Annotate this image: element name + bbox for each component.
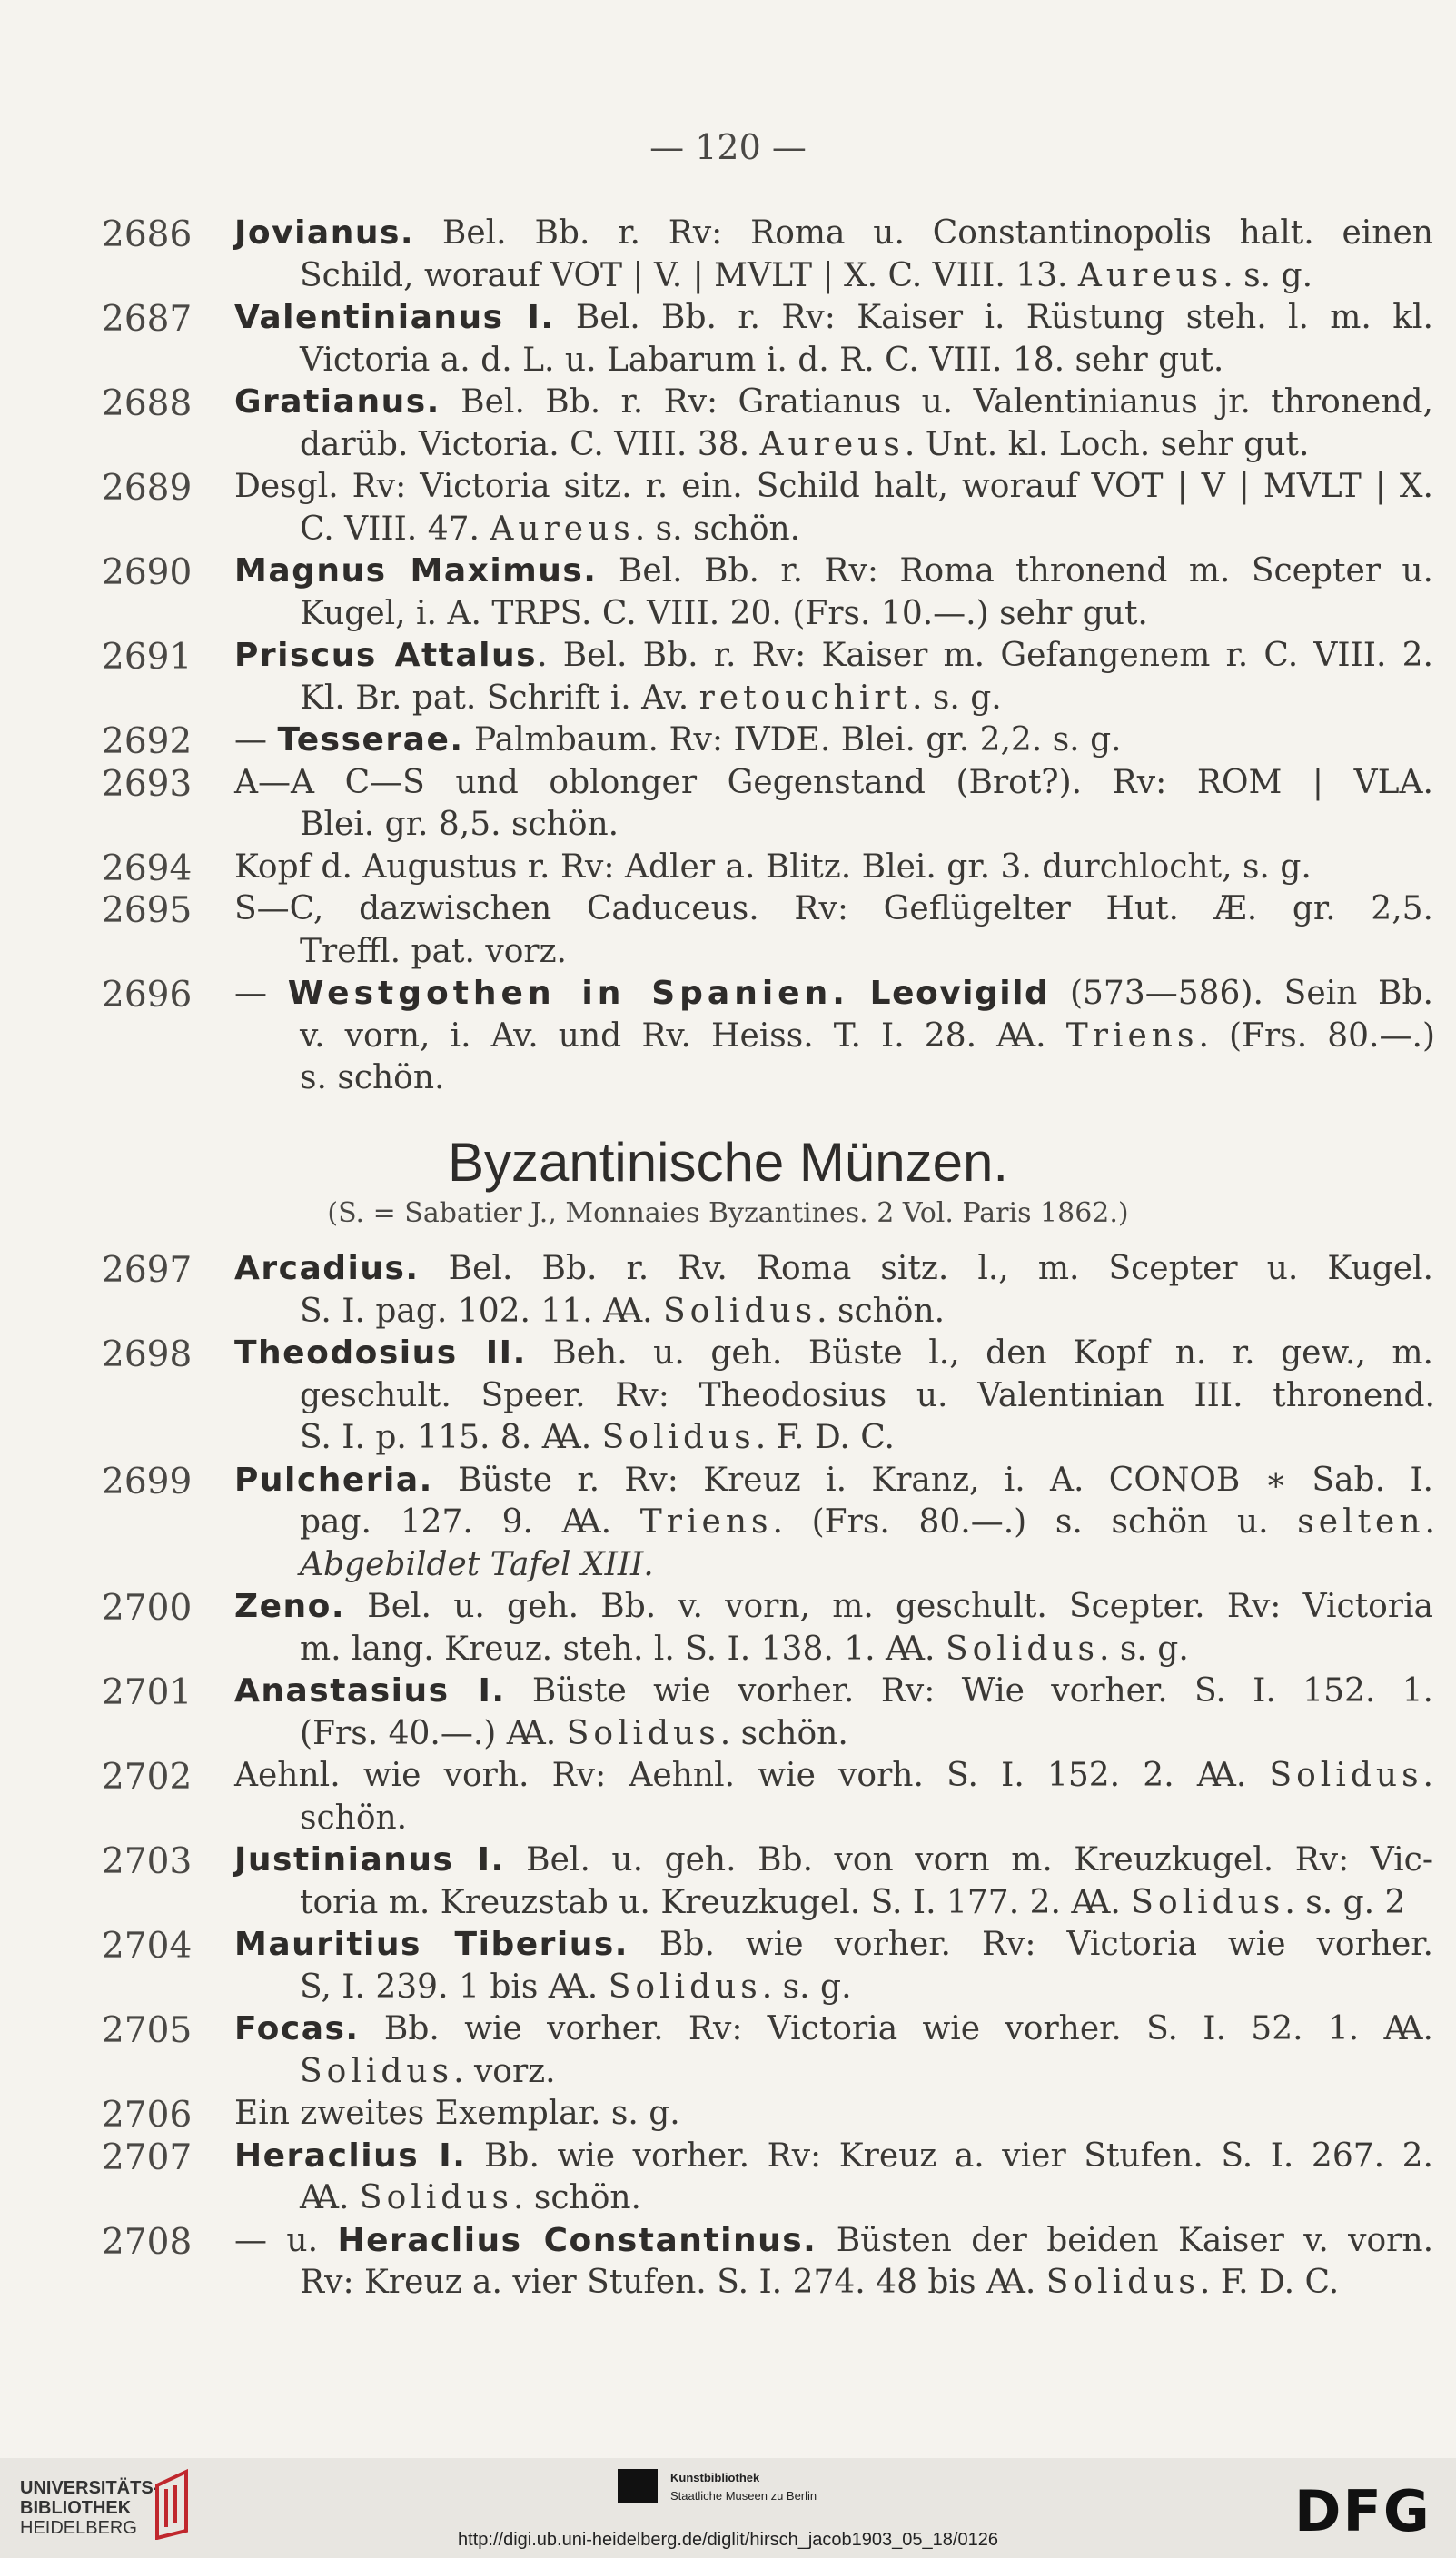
- entry-text: Ein zweites Exemplar. s. g.: [234, 2095, 680, 2132]
- entry-continuation-line: [300, 1631, 1435, 1668]
- lot-number: 2702: [102, 1757, 193, 1798]
- entry-text: . Bel. Bb. r. Rv: Kaiser m. Gefangenem r. C. VIII. 2.: [537, 637, 1433, 674]
- lot-number: 2707: [102, 2137, 193, 2178]
- ruler-name: Jovianus.: [234, 214, 415, 252]
- entry-continuation-line: [300, 2053, 1435, 2090]
- lot-number: 2694: [102, 848, 193, 889]
- entry-continuation-line: [300, 511, 1435, 548]
- entry-text: — u.: [234, 2221, 338, 2259]
- entry-text: S. I. p. 115. 8. Ꜳ.: [300, 1419, 602, 1456]
- entry-text: Aehnl. wie vorh. Rv: Aehnl. wie vorh. S. I. 152. 2. Ꜳ.: [234, 1757, 1270, 1794]
- entry-text: C. VIII. 47.: [300, 510, 490, 548]
- entry-text: Aureus: [759, 425, 905, 463]
- entry-first-line: [234, 890, 1433, 927]
- ruler-name: Leovigild: [869, 975, 1050, 1012]
- lot-number: 2703: [102, 1841, 193, 1882]
- entry-text: A—A C—S und oblonger Gegenstand (Brot?). Rv: ROM | VLA.: [234, 763, 1433, 801]
- entry-continuation-line: [300, 2179, 1435, 2216]
- entry-text: v. vorn, i. Av. und Rv. Heiss. T. I. 28. Ꜳ.: [300, 1016, 1066, 1055]
- entry-text: Palmbaum. Rv: IVDE. Blei. gr. 2,2. s. g.: [463, 721, 1122, 758]
- entry-text: Beh. u. geh. Büste l., den Kopf n. r. gew., m.: [526, 1334, 1433, 1372]
- entry-text: Solidus: [608, 1968, 762, 2006]
- entry-text: . s. g.: [1223, 256, 1313, 294]
- entry-text: Bel. Bb. r. Rv. Roma sitz. l., m. Scepter u. Kugel.: [419, 1250, 1433, 1287]
- kb-line2: Staatliche Museen zu Berlin: [670, 2489, 817, 2503]
- entry-text: .: [1422, 1757, 1433, 1794]
- entry-continuation-line: [300, 1377, 1435, 1414]
- ruler-name: Arcadius.: [234, 1250, 420, 1287]
- entry-text: Ꜳ.: [300, 2179, 360, 2216]
- entry-text: Solidus: [1269, 1757, 1423, 1794]
- entry-first-line: [234, 848, 1433, 886]
- entry-text: Kl. Br. pat. Schrift i. Av.: [300, 679, 699, 717]
- entry-text: [849, 975, 870, 1012]
- entry-text: . schön.: [512, 2179, 641, 2216]
- entry-first-line: [234, 2222, 1433, 2259]
- entry-text: Desgl. Rv: Victoria sitz. r. ein. Schild halt, worauf VOT | V | MVLT | X.: [234, 468, 1433, 505]
- entry-continuation-line: [300, 342, 1435, 379]
- entry-text: . Unt. kl. Loch. sehr gut.: [904, 425, 1310, 463]
- entry-continuation-line: [300, 595, 1435, 632]
- ub-logo-line1: UNIVERSITÄTS-: [20, 2478, 160, 2498]
- entry-continuation-line: [300, 679, 1435, 717]
- entry-text: Bb. wie vorher. Rv: Kreuz a. vier Stufen. S. I. 267. 2.: [466, 2137, 1433, 2175]
- lot-number: 2686: [102, 214, 193, 255]
- ruler-name: Tesserae.: [277, 721, 464, 758]
- entry-text: —: [234, 975, 288, 1012]
- entry-first-line: [234, 637, 1433, 674]
- lot-number: 2692: [102, 721, 193, 762]
- entry-text: . s. g.: [912, 679, 1002, 717]
- entry-first-line: [234, 214, 1433, 252]
- entry-first-line: [234, 2095, 1433, 2132]
- entry-text: Bel. Bb. r. Rv: Roma thronend m. Scepter u.: [597, 552, 1433, 590]
- ruler-name: Valentinianus I.: [234, 299, 555, 336]
- lot-number: 2693: [102, 763, 193, 805]
- entry-text: (Frs. 40.—.) Ꜳ.: [300, 1714, 567, 1752]
- lot-number: 2687: [102, 299, 193, 340]
- entry-text: Blei. gr. 8,5. schön.: [300, 806, 619, 843]
- entry-first-line: [234, 2137, 1433, 2175]
- entry-text: S, I. 239. 1 bis Ꜳ.: [300, 1968, 609, 2006]
- entry-continuation-line: [300, 1800, 1435, 1837]
- entry-first-line: [234, 1757, 1433, 1794]
- entry-text: —: [234, 721, 278, 758]
- ub-logo-line3: HEIDELBERG: [20, 2518, 137, 2538]
- entry-text: Triens: [639, 1503, 773, 1541]
- lot-number: 2705: [102, 2010, 193, 2051]
- entry-text: Büste r. Rv: Kreuz i. Kranz, i. A. CONOB ∗ Sab. I.: [432, 1461, 1433, 1499]
- ruler-name: Priscus Attalus: [234, 637, 538, 674]
- entry-first-line: [234, 1334, 1433, 1372]
- entry-continuation-line: [300, 426, 1435, 463]
- entry-text: Aureus: [490, 510, 635, 548]
- source-url[interactable]: http://digi.ub.uni-heidelberg.de/diglit/hirsch_jacob1903_05_18/0126: [458, 2530, 998, 2550]
- entry-first-line: [234, 1462, 1433, 1499]
- page-number: — 120 —: [649, 127, 807, 167]
- section-title: Byzantinische Münzen.: [448, 1132, 1008, 1193]
- entry-text: S—C, dazwischen Caduceus. Rv: Geflügelter Hut. Æ. gr. 2,5.: [234, 890, 1433, 927]
- entry-text: Bel. u. geh. Bb. v. vorn, m. geschult. Scepter. Rv: Victoria: [345, 1588, 1433, 1625]
- entry-continuation-line: [300, 1546, 1435, 1583]
- entry-text: toria m. Kreuzstab u. Kreuzkugel. S. I. 177. 2. Ꜳ.: [300, 1883, 1132, 1921]
- entry-first-line: [234, 1588, 1433, 1625]
- entry-text: Bb. wie vorher. Rv: Victoria wie vorher.: [628, 1926, 1433, 1963]
- entry-continuation-line: [300, 1419, 1435, 1456]
- entry-text: . s. g. 2: [1284, 1883, 1406, 1921]
- ruler-name: Zeno.: [234, 1588, 346, 1625]
- ruler-name: Westgothen in Spanien.: [287, 975, 849, 1012]
- entry-text: . (Frs. 80.—.) s. schön u.: [772, 1503, 1298, 1541]
- entry-first-line: [234, 1672, 1433, 1710]
- entry-first-line: [234, 552, 1433, 590]
- lot-number: 2689: [102, 468, 193, 509]
- section-subtitle: (S. = Sabatier J., Monnaies Byzantines. 2 Vol. Paris 1862.): [327, 1197, 1129, 1229]
- ruler-name: Justinianus I.: [234, 1841, 505, 1879]
- ruler-name: Theodosius II.: [234, 1334, 527, 1372]
- entry-first-line: [234, 468, 1433, 505]
- entry-first-line: [234, 1250, 1433, 1287]
- entry-text: Victoria a. d. L. u. Labarum i. d. R. C. VIII. 18. sehr gut.: [300, 341, 1224, 379]
- entry-text: . F. D. C.: [1199, 2264, 1340, 2301]
- entry-text: Abgebildet Tafel XIII.: [300, 1545, 654, 1583]
- entry-text: . s. g.: [761, 1968, 852, 2006]
- entry-text: Bel. Bb. r. Rv: Gratianus u. Valentinianus jr. thronend,: [440, 383, 1433, 421]
- kb-line1: Kunstbibliothek: [670, 2471, 760, 2484]
- entry-continuation-line: [300, 806, 1435, 843]
- entry-continuation-line: [300, 1293, 1435, 1330]
- entry-text: . s. schön.: [634, 510, 801, 548]
- entry-text: Aureus: [1077, 256, 1223, 294]
- lot-number: 2688: [102, 383, 193, 424]
- kunstbibliothek-mark-icon: [618, 2469, 658, 2503]
- entry-text: Solidus: [566, 1714, 720, 1752]
- entry-first-line: [234, 1841, 1433, 1879]
- entry-text: Bel. u. geh. Bb. von vorn m. Kreuzkugel. Rv: Vic-: [504, 1841, 1433, 1879]
- entry-continuation-line: [300, 1968, 1435, 2006]
- ub-emblem-icon: [150, 2467, 204, 2540]
- entry-continuation-line: [300, 257, 1435, 294]
- dfg-logo: DFG: [1294, 2478, 1431, 2544]
- entry-continuation-line: [300, 933, 1435, 970]
- lot-number: 2691: [102, 637, 193, 678]
- entry-text: . schön.: [719, 1714, 848, 1752]
- entry-continuation-line: [300, 1059, 1435, 1096]
- entry-text: Büste wie vorher. Rv: Wie vorher. S. I. 152. 1.: [505, 1672, 1434, 1710]
- lot-number: 2696: [102, 975, 193, 1016]
- lot-number: 2698: [102, 1334, 193, 1375]
- entry-text: Bel. Bb. r. Rv: Kaiser i. Rüstung steh. l. m. kl.: [554, 299, 1433, 336]
- entry-continuation-line: [300, 1503, 1435, 1541]
- entry-text: S. I. pag. 102. 11. Ꜳ.: [300, 1292, 664, 1330]
- entry-text: . schön.: [817, 1292, 946, 1330]
- entry-text: Solidus: [945, 1630, 1100, 1668]
- entry-text: Kopf d. Augustus r. Rv: Adler a. Blitz. Blei. gr. 3. durchlocht, s. g.: [234, 848, 1312, 886]
- entry-text: Rv: Kreuz a. vier Stufen. S. I. 274. 48 bis Ꜳ.: [300, 2264, 1046, 2301]
- entry-text: retouchirt: [698, 679, 913, 717]
- lot-number: 2700: [102, 1588, 193, 1629]
- entry-text: Solidus: [300, 2052, 454, 2090]
- entry-text: Kugel, i. A. TRPS. C. VIII. 20. (Frs. 10.—.) sehr gut.: [300, 594, 1148, 632]
- entry-text: darüb. Victoria. C. VIII. 38.: [300, 425, 760, 463]
- entry-text: Solidus: [1045, 2264, 1200, 2301]
- entry-text: selten: [1297, 1503, 1425, 1541]
- ruler-name: Heraclius I.: [234, 2137, 467, 2175]
- entry-first-line: [234, 299, 1433, 336]
- entry-text: s. schön.: [300, 1059, 445, 1096]
- entry-first-line: [234, 1926, 1433, 1963]
- entry-text: Triens: [1065, 1016, 1199, 1055]
- entry-text: Bb. wie vorher. Rv: Victoria wie vorher. S. I. 52. 1. Ꜳ.: [359, 2010, 1433, 2047]
- entry-continuation-line: [300, 1017, 1435, 1055]
- ruler-name: Anastasius I.: [234, 1672, 506, 1710]
- entry-text: m. lang. Kreuz. steh. l. S. I. 138. 1. Ꜳ.: [300, 1630, 946, 1668]
- ruler-name: Gratianus.: [234, 383, 441, 421]
- entry-text: Solidus: [601, 1419, 756, 1456]
- entry-continuation-line: [300, 1715, 1435, 1752]
- entry-text: . s. g.: [1099, 1630, 1189, 1668]
- entry-text: . (Frs. 80.—.): [1198, 1016, 1435, 1055]
- entry-text: Solidus: [663, 1292, 817, 1330]
- ruler-name: Focas.: [234, 2010, 360, 2047]
- lot-number: 2701: [102, 1672, 193, 1713]
- ruler-name: Magnus Maximus.: [234, 552, 598, 590]
- entry-continuation-line: [300, 1884, 1435, 1921]
- entry-first-line: [234, 975, 1433, 1012]
- entry-text: Treffl. pat. vorz.: [300, 932, 567, 970]
- entry-text: geschult. Speer. Rv: Theodosius u. Valentinian III. thronend.: [300, 1376, 1435, 1414]
- entry-first-line: [234, 383, 1433, 421]
- entry-text: Solidus: [1131, 1883, 1285, 1921]
- entry-text: . vorz.: [453, 2052, 556, 2090]
- entry-first-line: [234, 721, 1433, 758]
- entry-text: . F. D. C.: [755, 1419, 896, 1456]
- lot-number: 2699: [102, 1461, 193, 1502]
- entry-text: .: [1424, 1503, 1435, 1541]
- entry-first-line: [234, 2010, 1433, 2047]
- ub-logo-line2: BIBLIOTHEK: [20, 2498, 132, 2518]
- ruler-name: Pulcheria.: [234, 1461, 433, 1499]
- entry-text: Bel. Bb. r. Rv: Roma u. Constantinopolis halt. einen: [414, 214, 1433, 252]
- entry-text: (573—586). Sein Bb.: [1049, 975, 1433, 1012]
- entry-text: schön.: [300, 1799, 408, 1837]
- ruler-name: Mauritius Tiberius.: [234, 1926, 629, 1963]
- lot-number: 2695: [102, 890, 193, 931]
- entry-text: Schild, worauf VOT | V. | MVLT | X. C. VIII. 13.: [300, 256, 1078, 294]
- entry-text: Büsten der beiden Kaiser v. vorn.: [817, 2221, 1434, 2259]
- entry-first-line: [234, 764, 1433, 801]
- entry-continuation-line: [300, 2264, 1435, 2301]
- ruler-name: Heraclius Constantinus.: [337, 2221, 817, 2259]
- entry-text: Solidus: [359, 2179, 513, 2216]
- lot-number: 2706: [102, 2095, 193, 2136]
- lot-number: 2697: [102, 1250, 193, 1291]
- entry-text: pag. 127. 9. Ꜳ.: [300, 1503, 640, 1541]
- lot-number: 2708: [102, 2221, 193, 2263]
- lot-number: 2704: [102, 1926, 193, 1967]
- lot-number: 2690: [102, 552, 193, 593]
